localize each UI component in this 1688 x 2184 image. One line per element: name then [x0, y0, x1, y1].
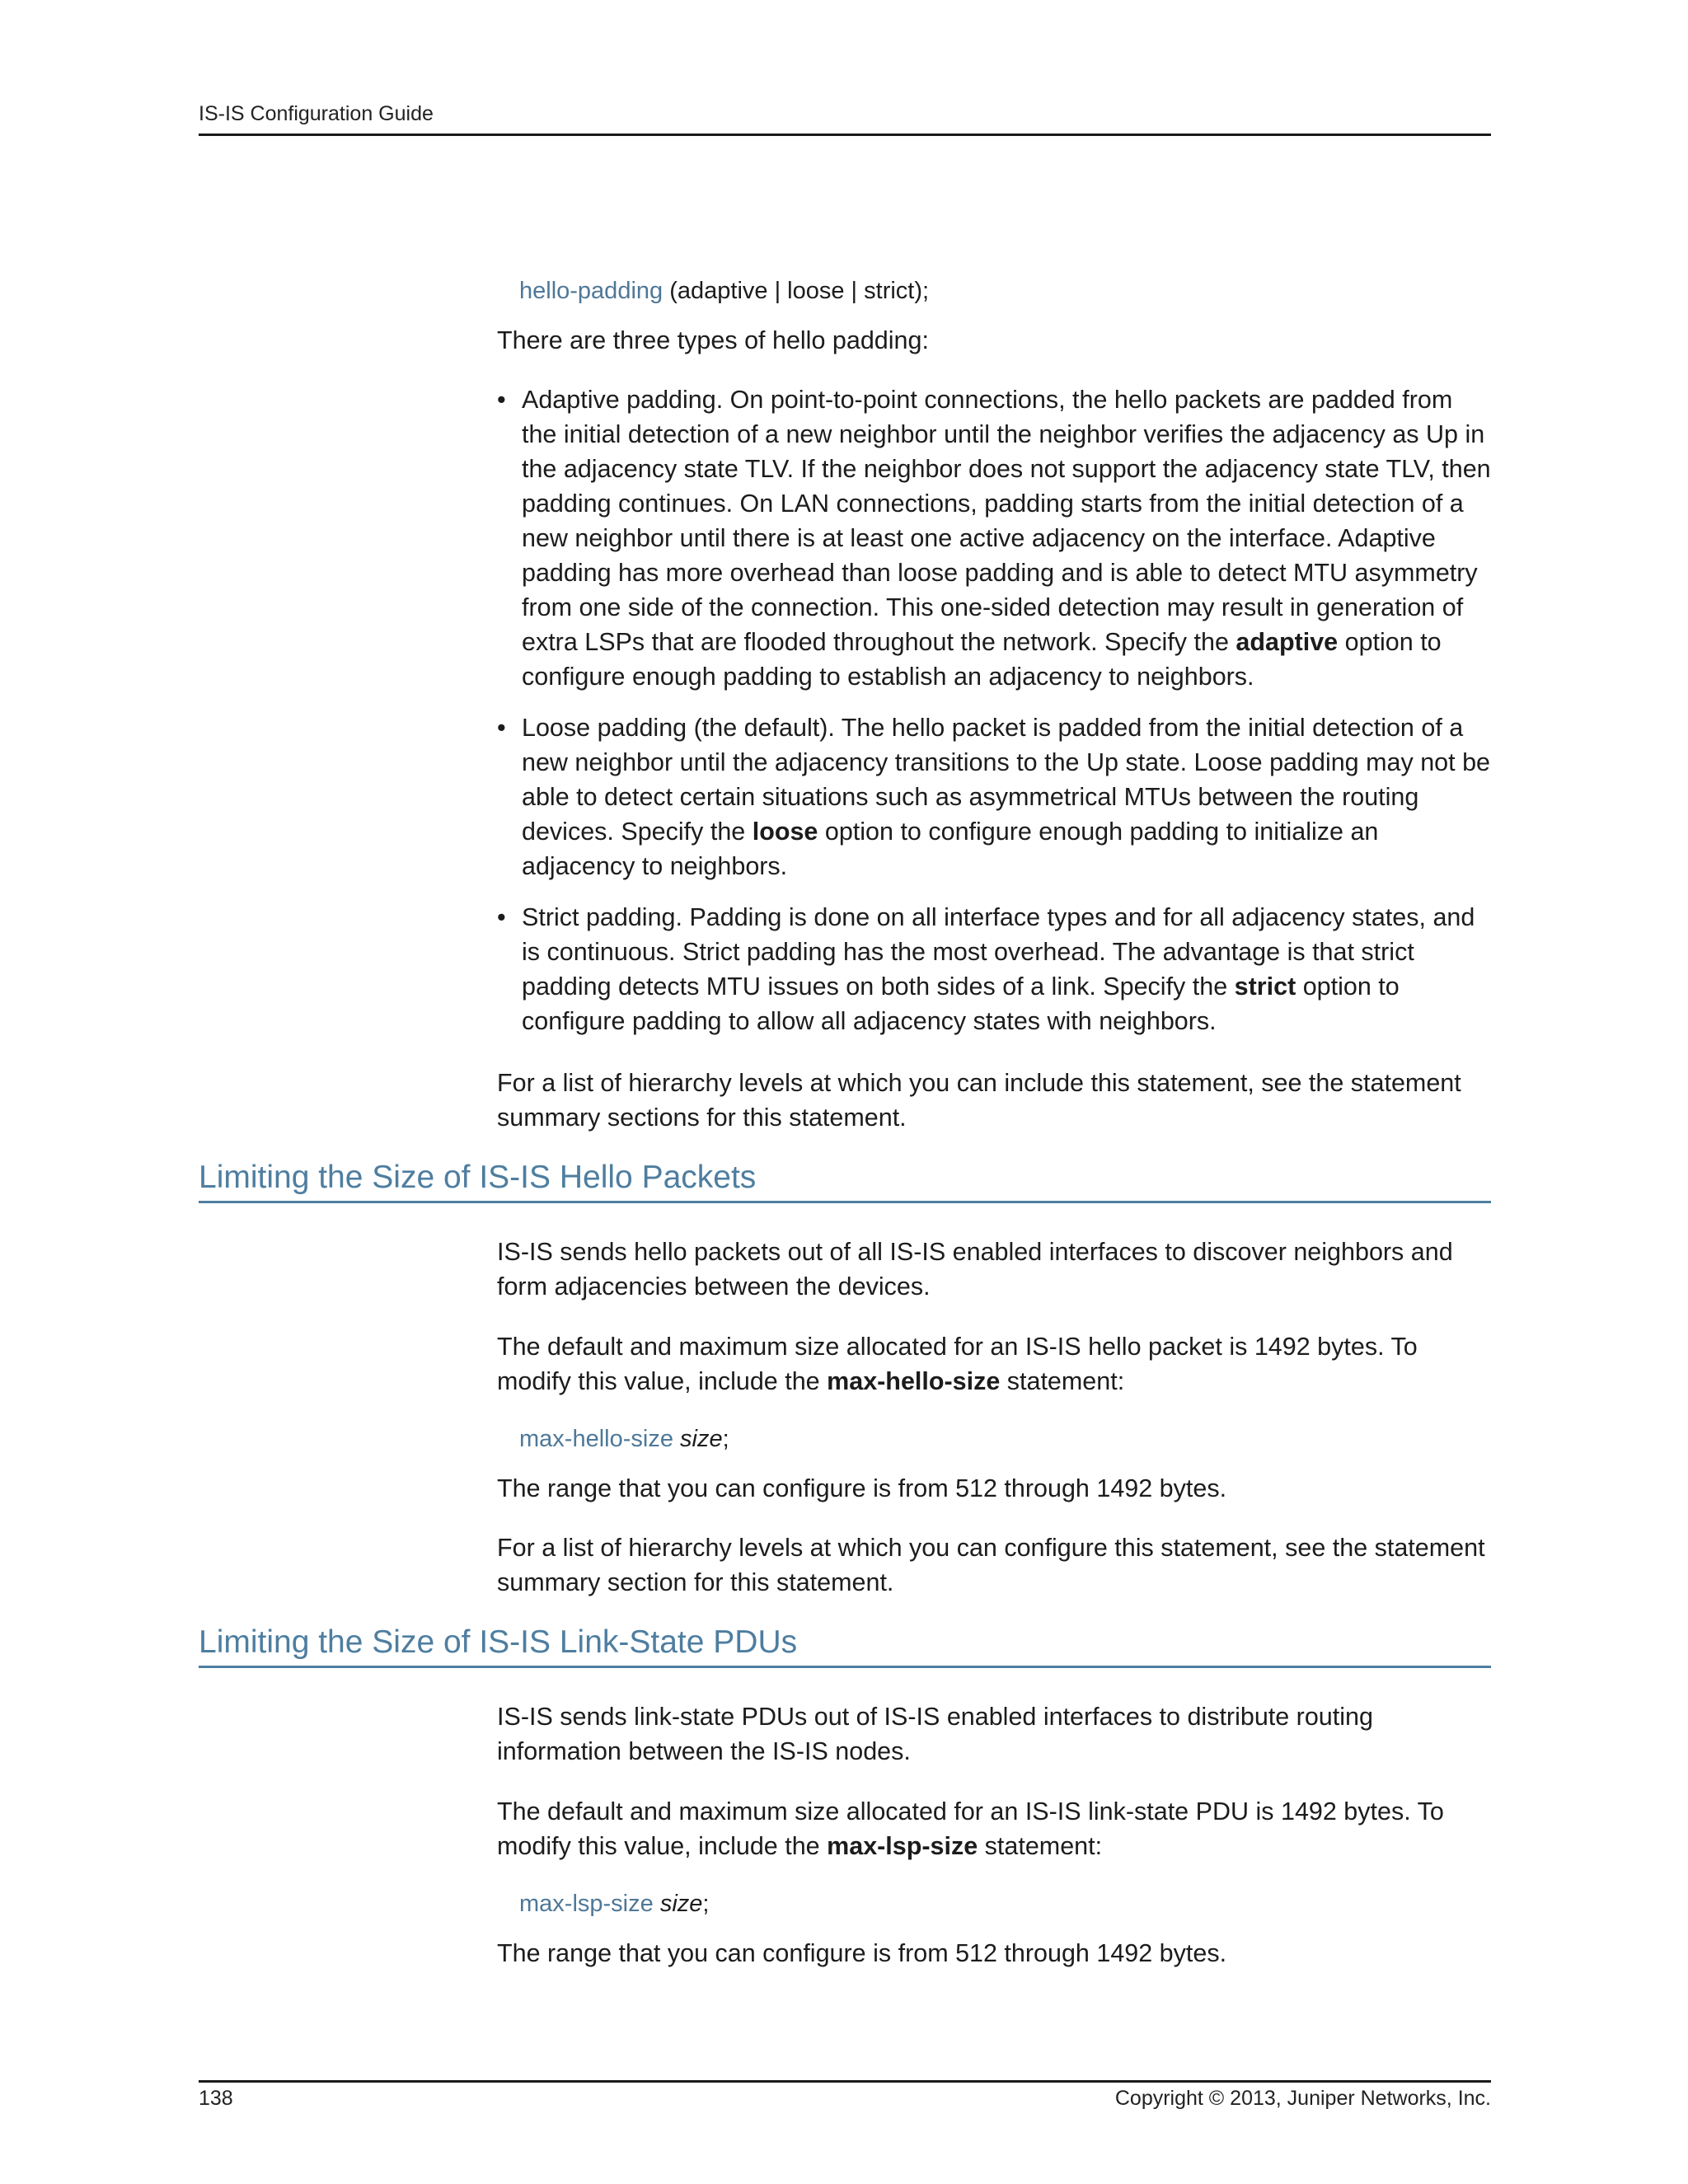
adaptive-text-end: option to configure enough padding to establish an adjacency to neighbors.	[522, 628, 1442, 691]
max-lsp-size-term: max-lsp-size	[827, 1832, 978, 1860]
max-lsp-size-code	[519, 1887, 709, 1920]
adaptive-option: adaptive	[1236, 628, 1339, 656]
hello-padding-code	[519, 274, 929, 307]
max-hello-size-code	[519, 1422, 729, 1455]
hello-padding-keyword[interactable]: hello-padding	[519, 278, 663, 304]
max-lsp-size-arg: size	[659, 1891, 703, 1917]
max-lsp-size-keyword[interactable]: max-lsp-size	[519, 1891, 654, 1917]
bullet-marker: •	[497, 714, 506, 742]
loose-text-end: option to configure enough padding to initialize an adjacency to neighbors.	[522, 818, 1379, 880]
section-heading-lsp-size: Limiting the Size of IS-IS Link-State PDUs	[199, 1623, 1491, 1668]
lsp-size-range: The range that you can configure is from 512 through 1492 bytes.	[497, 1939, 1227, 1967]
max-hello-size-arg: size	[680, 1426, 723, 1452]
max-hello-size-keyword[interactable]: max-hello-size	[519, 1426, 673, 1452]
lsp-size-paragraph-2	[497, 1794, 1491, 1863]
strict-text-start: Strict padding. Padding is done on all interface types and for all adjacency states, and is continuous. Strict padding has the most overhead. The advantage is that strict padding detects MTU issues on both sides of a link. Specify the	[522, 903, 1475, 1001]
lsp-size-p2-start: The default and maximum size allocated for an IS-IS link-state PDU is 1492 bytes. To modify this value, include the	[497, 1797, 1444, 1860]
max-hello-size-term: max-hello-size	[827, 1367, 1001, 1395]
hello-size-paragraph-2	[497, 1329, 1491, 1399]
list-item-loose	[497, 710, 1491, 883]
padding-types-list	[497, 382, 1491, 1055]
list-item-adaptive	[497, 382, 1491, 694]
running-header: IS-IS Configuration Guide	[199, 102, 434, 125]
adaptive-text-start: Adaptive padding. On point-to-point connections, the hello packets are padded from the initial detection of a new neighbor until the neighbor verifies the adjacency as Up in the adjacency state TLV. If the neighbor does not support the adjacency state TLV, then padding continues. On LAN connections, padding starts from the initial detection of a new neighbor until there is at least one active adjacency on the interface. Adaptive padding has more overhead than loose padding and is able to detect MTU asymmetry from one side of the connection. This one-sided detection may result in generation of extra LSPs that are flooded throughout the network. Specify the	[522, 386, 1491, 656]
bullet-marker: •	[497, 903, 506, 931]
hello-size-closing: For a list of hierarchy levels at which you can configure this statement, see the statement summary section for this statement.	[497, 1534, 1485, 1596]
hello-size-p2-end: statement:	[1000, 1367, 1125, 1395]
hello-padding-closing: For a list of hierarchy levels at which you can include this statement, see the statement summary sections for this statement.	[497, 1069, 1461, 1132]
copyright-notice: Copyright © 2013, Juniper Networks, Inc.	[1114, 2087, 1491, 2110]
lsp-size-p2-end: statement:	[978, 1832, 1103, 1860]
hello-size-range: The range that you can configure is from 512 through 1492 bytes.	[497, 1474, 1227, 1502]
loose-option: loose	[752, 818, 818, 846]
strict-option: strict	[1234, 972, 1296, 1001]
hello-padding-intro: There are three types of hello padding:	[497, 326, 929, 354]
section-heading-hello-size: Limiting the Size of IS-IS Hello Packets	[199, 1158, 1491, 1203]
bullet-marker: •	[497, 386, 506, 414]
strict-text-end: option to configure padding to allow all adjacency states with neighbors.	[522, 972, 1400, 1035]
lsp-size-paragraph-1: IS-IS sends link-state PDUs out of IS-IS enabled interfaces to distribute routing information between the IS-IS nodes.	[497, 1703, 1373, 1765]
page-number: 138	[199, 2087, 233, 2110]
footer-rule	[199, 2080, 1491, 2083]
header-rule	[199, 134, 1491, 136]
hello-size-paragraph-1: IS-IS sends hello packets out of all IS-IS enabled interfaces to discover neighbors and form adjacencies between the devices.	[497, 1238, 1453, 1301]
code-terminator: ;	[702, 1891, 710, 1917]
hello-size-p2-start: The default and maximum size allocated for an IS-IS hello packet is 1492 bytes. To modify this value, include the	[497, 1333, 1418, 1395]
list-item-strict	[497, 900, 1491, 1038]
loose-text-start: Loose padding (the default). The hello packet is padded from the initial detection of a new neighbor until the adjacency transitions to the Up state. Loose padding may not be able to detect certain situations such as asymmetrical MTUs between the routing devices. Specify the	[522, 714, 1491, 846]
hello-padding-options: (adaptive | loose | strict);	[663, 278, 930, 304]
code-terminator: ;	[722, 1426, 729, 1452]
